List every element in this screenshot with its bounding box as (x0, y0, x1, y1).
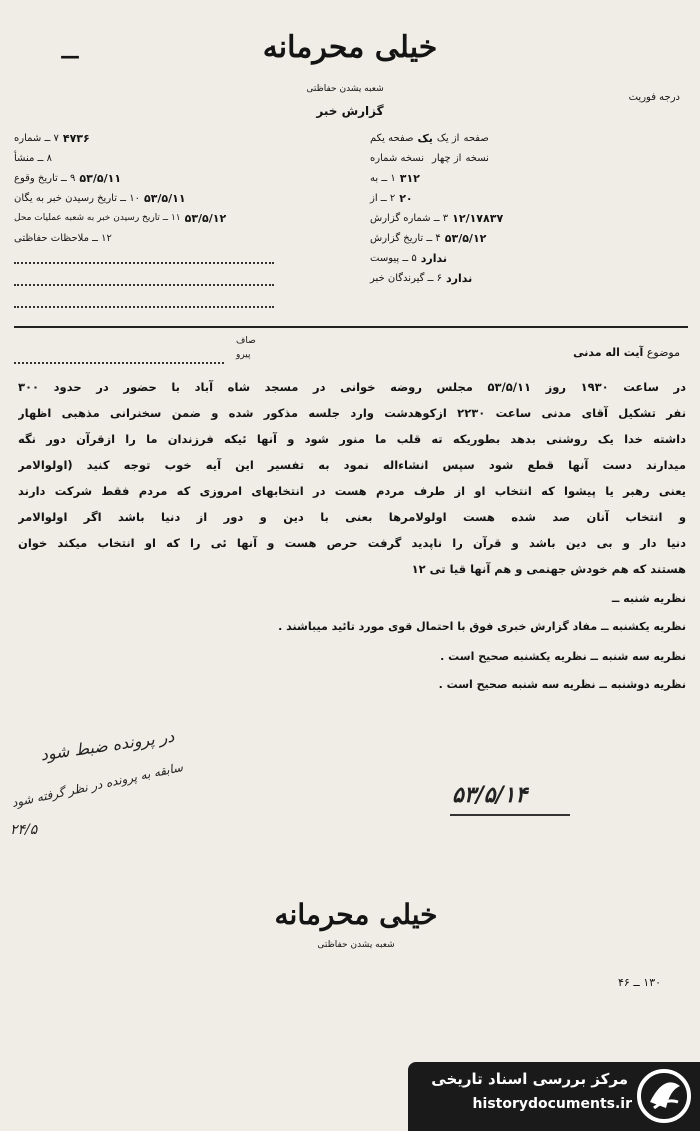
section-divider (14, 326, 688, 328)
left-field: ۹ ــ تاریخ وقوع ۵۳/۵/۱۱ (14, 171, 122, 185)
right-field: ۱ ــ به ۳۱۲ (370, 171, 420, 185)
report-title: گزارش خبر (316, 104, 384, 118)
right-field: صفحه یکم یک از یک صفحه (370, 131, 489, 145)
body-line: هستند که هم خودش جهنمی و هم آنها قیا تی ۱۲ (411, 562, 686, 576)
dotted-line (14, 306, 274, 308)
left-fields (14, 128, 282, 248)
right-field: نسخه شماره از چهار نسخه (370, 152, 489, 164)
handwritten-note-3: ۲۴/۵ (10, 822, 38, 838)
right-field: ۶ ــ گیرندگان خبر ندارد (370, 271, 473, 285)
opinion-sunday: نظریه یکشنبه ــ مفاد گزارش خبری فوق با احتمال قوی مورد تائید میباشند . (278, 620, 686, 633)
date-stamp-underline (450, 814, 570, 816)
subject (470, 346, 680, 359)
subject-value: آیت اله مدنی (573, 346, 644, 359)
department-subtitle-bottom: شعبه یشدن حفاظتی (317, 940, 395, 950)
site-url: historydocuments.ir (472, 1096, 632, 1112)
department-subtitle: شعبه یشدن حفاظتی (306, 84, 384, 94)
classification-stamp-top: خیلی محرمانه (262, 30, 438, 65)
body-line: و انتخاب آنان صد شده هست اولولامرها بعنی با دین و دور از دنیا باشد اگر اولوالامر (18, 510, 686, 524)
priority-label: درجه فوریت (628, 92, 680, 103)
left-field: ۱۱ ــ تاریخ رسیدن خبر به شعبه عملیات محل ۵۳/۵/۱۲ (14, 211, 227, 225)
reference-top: صاف (236, 336, 256, 346)
org-name: مرکز بررسی اسناد تاریخی (431, 1070, 628, 1088)
right-field: ۵ ــ پیوست ندارد (370, 251, 447, 265)
handwritten-note-2: سابقه به پرونده در نظر گرفته شود (10, 760, 185, 810)
body-line: دنیا دار و بی دین باشد و قرآن را ناپدید گرفت حرص هست و آنها ئی را که او انتخاب میکند خوان (18, 536, 686, 550)
opinion-monday: نظریه دوشنبه ــ نظریه سه شنبه صحیح است . (438, 678, 686, 691)
opinion-tuesday: نظریه سه شنبه ــ نظریه یکشنبه صحیح است . (440, 650, 686, 663)
handwritten-note-1: در پرونده ضبط شود (39, 726, 176, 765)
left-field: ۸ ــ منشأ (14, 152, 52, 164)
dotted-line (14, 284, 274, 286)
body-line: یعنی رهبر یا پیشوا که انتخاب او از طرف مردم هست در انتخابهای امروزی که مردم فقط شرکت دارند (18, 484, 686, 498)
body-line: در ساعت ۱۹۳۰ روز ۵۳/۵/۱۱ مجلس روضه خوانی در مسجد شاه آباد با حضور در حدود ۳۰۰ (18, 380, 686, 394)
left-field: ۱۲ ــ ملاحظات حفاظتی (14, 232, 112, 244)
left-field: ۱۰ ــ تاریخ رسیدن خبر به یگان ۵۳/۵/۱۱ (14, 191, 186, 205)
left-field: ۷ ــ شماره ۴۷۳۶ (14, 131, 90, 145)
subject-label: موضوع (646, 346, 680, 359)
dash-mark: — (60, 44, 80, 68)
opinion-saturday: نظریه شنبه ــ (611, 592, 686, 605)
classification-stamp-bottom: خیلی محرمانه (274, 898, 438, 931)
body-line: میدارند دست آنها قطع شود سپس انشاءاله نمود به تفسیر این آیه خوب توجه کنید (اولوالامر (18, 458, 686, 472)
logo-banner (408, 1062, 700, 1131)
right-fields (370, 128, 688, 288)
body-line: داشته خدا یک روشنی بدهد بطوریکه ته قلب ما منور شود و آنها ئیکه فرزندان ما را ازقرآن دور نگه (18, 432, 686, 446)
right-field: ۲ ــ از ۲۰ (370, 191, 413, 205)
dotted-line (14, 262, 274, 264)
body-line: نفر تشکیل آقای مدنی ساعت ۲۲۳۰ ازکوهدشت وارد جلسه مذکور شده و ضمن سخنرانی مذهبی اظهار (18, 406, 686, 420)
right-field: ۳ ــ شماره گزارش ۱۲/۱۷۸۳۷ (370, 211, 504, 225)
form-code: ۱۳۰ ــ ۴۶ (618, 976, 662, 989)
date-stamp: ۵۳/۵/۱۴ (452, 782, 528, 808)
right-field: ۴ ــ تاریخ گزارش ۵۳/۵/۱۲ (370, 231, 487, 245)
history-documents-logo-icon (636, 1068, 692, 1124)
dotted-line (14, 362, 224, 364)
reference-bottom: پیرو (236, 350, 251, 360)
